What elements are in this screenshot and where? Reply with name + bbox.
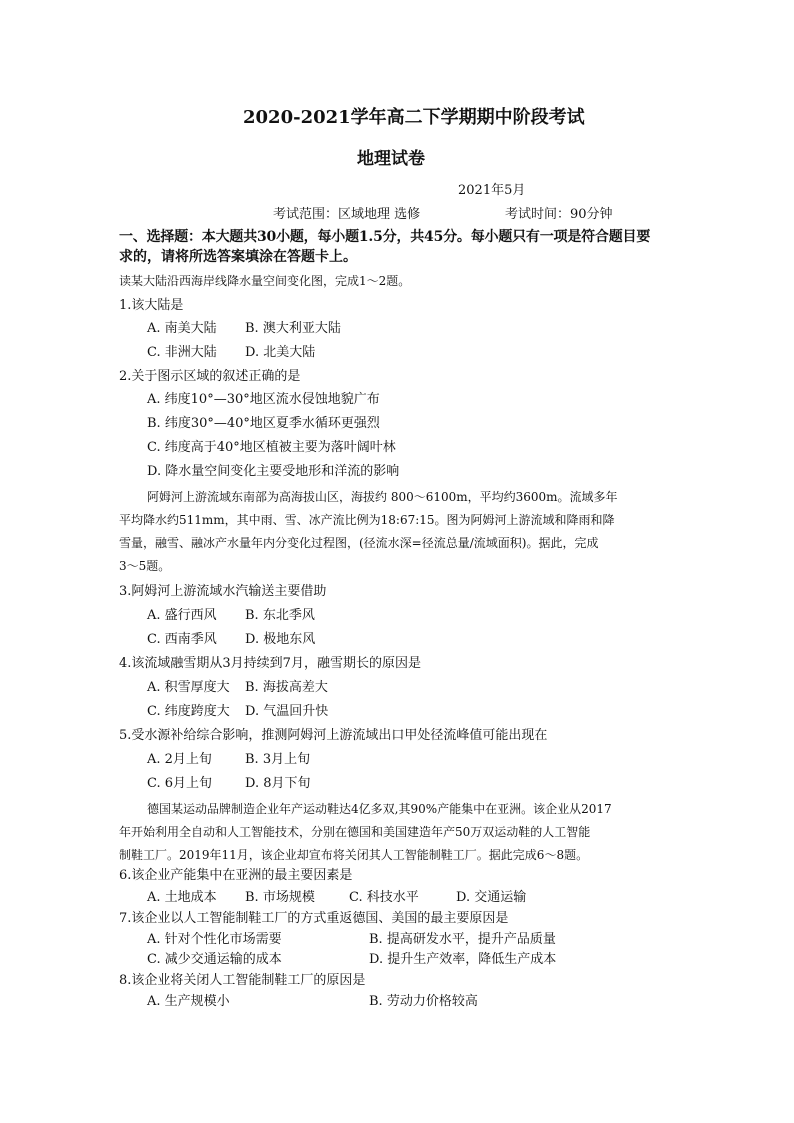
question-1-stem: 1.该大陆是 bbox=[119, 298, 184, 313]
q1-option-a: A. 南美大陆 bbox=[147, 321, 217, 336]
question-2-stem: 2.关于图示区域的叙述正确的是 bbox=[119, 369, 301, 384]
q2-option-c: C. 纬度高于40°地区植被主要为落叶阔叶林 bbox=[147, 440, 396, 455]
exam-title: 2020-2021学年高二下学期期中阶段考试 bbox=[243, 107, 585, 128]
q7-option-c: C. 减少交通运输的成本 bbox=[147, 952, 282, 967]
q7-option-b: B. 提高研发水平，提升产品质量 bbox=[369, 932, 556, 947]
section-instruction-line1: 一、选择题：本大题共30小题，每小题1.5分，共45分。每小题只有一项是符合题目要 bbox=[119, 229, 651, 245]
passage-3-line2: 年开始利用全自动和人工智能技术，分别在德国和美国建造年产50万双运动鞋的人工智能 bbox=[119, 825, 591, 839]
section-instruction-line2: 求的，请将所选答案填涂在答题卡上。 bbox=[119, 249, 357, 265]
q6-option-a: A. 土地成本 bbox=[147, 890, 217, 905]
question-4-stem: 4.该流域融雪期从3月持续到7月，融雪期长的原因是 bbox=[119, 656, 421, 671]
passage-3-line3: 制鞋工厂。2019年11月，该企业却宣布将关闭其人工智能制鞋工厂。据此完成6～8题。 bbox=[119, 848, 589, 862]
q8-option-b: B. 劳动力价格较高 bbox=[369, 994, 478, 1009]
exam-date: 2021年5月 bbox=[458, 183, 526, 198]
q5-option-b: B. 3月上旬 bbox=[245, 752, 311, 767]
q1-option-b: B. 澳大利亚大陆 bbox=[245, 321, 341, 336]
q5-option-d: D. 8月下旬 bbox=[245, 776, 311, 791]
question-7-stem: 7.该企业以人工智能制鞋工厂的方式重返德国、美国的最主要原因是 bbox=[119, 911, 509, 926]
q3-option-a: A. 盛行西风 bbox=[147, 608, 217, 623]
q1-option-d: D. 北美大陆 bbox=[245, 345, 316, 360]
passage-3-line1: 德国某运动品牌制造企业年产运动鞋达4亿多双,其90%产能集中在亚洲。该企业从2017 bbox=[147, 802, 612, 816]
q4-option-b: B. 海拔高差大 bbox=[245, 680, 328, 695]
q8-option-a: A. 生产规模小 bbox=[147, 994, 230, 1009]
q7-option-a: A. 针对个性化市场需要 bbox=[147, 932, 282, 947]
q4-option-d: D. 气温回升快 bbox=[245, 704, 329, 719]
q6-option-c: C. 科技水平 bbox=[349, 890, 419, 905]
q3-option-d: D. 极地东风 bbox=[245, 632, 316, 647]
q2-option-b: B. 纬度30°—40°地区夏季水循环更强烈 bbox=[147, 416, 380, 431]
exam-time: 考试时间：90分钟 bbox=[505, 207, 613, 222]
passage-2-line4: 3～5题。 bbox=[119, 559, 171, 573]
q4-option-c: C. 纬度跨度大 bbox=[147, 704, 230, 719]
passage-1: 读某大陆沿西海岸线降水量空间变化图，完成1～2题。 bbox=[119, 274, 411, 288]
q1-option-c: C. 非洲大陆 bbox=[147, 345, 217, 360]
q3-option-c: C. 西南季风 bbox=[147, 632, 217, 647]
q5-option-a: A. 2月上旬 bbox=[147, 752, 212, 767]
q3-option-b: B. 东北季风 bbox=[245, 608, 315, 623]
exam-subtitle: 地理试卷 bbox=[357, 149, 425, 169]
q2-option-d: D. 降水量空间变化主要受地形和洋流的影响 bbox=[147, 464, 400, 479]
exam-scope: 考试范围：区域地理 选修 bbox=[273, 207, 421, 222]
passage-2-line2: 平均降水约511mm，其中雨、雪、冰产流比例为18:67:15。图为阿姆河上游流域和降雨和降 bbox=[119, 513, 615, 527]
q6-option-b: B. 市场规模 bbox=[245, 890, 315, 905]
q5-option-c: C. 6月上旬 bbox=[147, 776, 213, 791]
passage-2-line1: 阿姆河上游流域东南部为高海拔山区，海拔约 800～6100m，平均约3600m。流域多年 bbox=[147, 490, 618, 504]
question-3-stem: 3.阿姆河上游流域水汽输送主要借助 bbox=[119, 584, 327, 599]
q6-option-d: D. 交通运输 bbox=[456, 890, 527, 905]
question-8-stem: 8.该企业将关闭人工智能制鞋工厂的原因是 bbox=[119, 973, 366, 988]
q4-option-a: A. 积雪厚度大 bbox=[147, 680, 230, 695]
passage-2-line3: 雪量，融雪、融冰产水量年内分变化过程图，(径流水深=径流总量/流域面积)。据此，完成 bbox=[119, 536, 599, 550]
q2-option-a: A. 纬度10°—30°地区流水侵蚀地貌广布 bbox=[147, 392, 380, 407]
question-5-stem: 5.受水源补给综合影响，推测阿姆河上游流域出口甲处径流峰值可能出现在 bbox=[119, 728, 548, 743]
question-6-stem: 6.该企业产能集中在亚洲的最主要因素是 bbox=[119, 868, 353, 883]
q7-option-d: D. 提升生产效率，降低生产成本 bbox=[369, 952, 557, 967]
